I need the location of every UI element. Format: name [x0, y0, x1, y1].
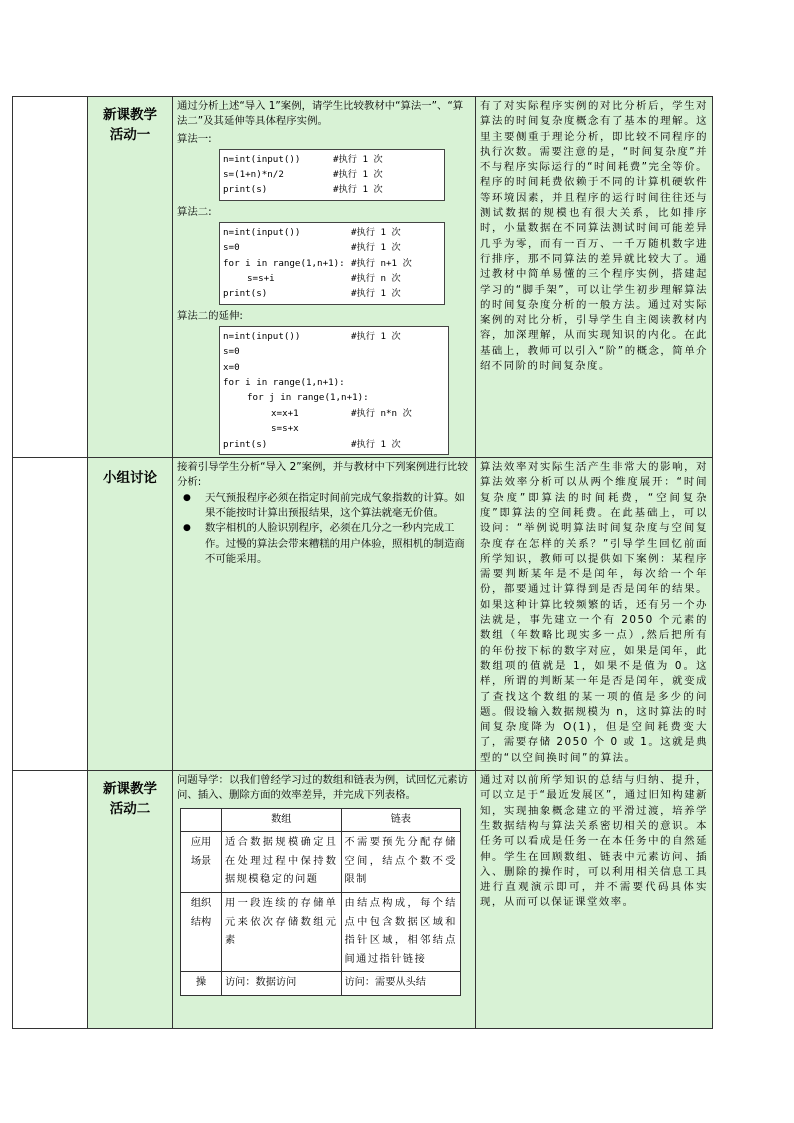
- row-title-cell: [88, 771, 173, 1029]
- row-title: [88, 97, 172, 145]
- comparison-row: [181, 972, 461, 996]
- code-comment: #执行 1 次: [351, 288, 401, 300]
- bullet-icon: ●: [183, 492, 191, 503]
- code-line: [223, 421, 445, 436]
- code-text: s=s+i: [247, 273, 275, 285]
- notes-text: 算法效率对实际生活产生非常大的影响，对算法效率分析可以从两个维度展开：“时间复杂度”即算法的时间耗费，“空间复杂度”即算法的空间耗费。在此基础上，可以设问：“举例说明算法时间复杂度与空间复杂度存在怎样的关系？”引导学生回忆前面所学知识，教师可以提供如下案例：某程序需要判断某年是不是闰年，每次给一个年份，都要通过计算得到是否是闰年的结果。如果这种计算比较频繁的话，还有另一个办法就是，事先建立一个有 2050 个元素的数组（年数略比现实多一点）,然后把所有的年份按下标的数字对应，如果是闰年，此数组项的值就是 1，如果不是值为 0。这样，所谓的判断某一年是否是闰年，就变成了查找这个数组的某一项的值是多少的问题。假设输入数据规模为 n，这时算法的时间复杂度降为 O(1)，但是空间耗费变大了，需要存储 2050 个 0 或 1。这就是典型的“以空间换时间”的算法。: [480, 461, 708, 764]
- code-text: n=int(input()): [223, 153, 301, 165]
- row-title-line: 新课教学: [103, 107, 157, 123]
- code-block: [219, 326, 449, 455]
- code-line: [223, 152, 441, 167]
- bullet-item: [173, 491, 475, 522]
- row-title-line: 活动二: [109, 801, 151, 818]
- bullet-text: 数字相机的人脸识别程序，必须在几分之一秒内完成工作。过慢的算法会带来糟糕的用户体验，照相机的制造商不可能采用。: [205, 522, 465, 565]
- notes-text: 有了对实际程序实例的对比分析后，学生对算法的时间复杂度概念有了基本的理解。这里主要侧重于理论分析，即比较不同程序的执行次数。需要注意的是，“时间复杂度”并不与程序实际运行的“时间耗费”完全等价。程序的时间耗费依赖于不同的计算机硬软件等环境因素，并且程序的运行时间往往还与测试数据的规模也有很大关系，比如排序时，小量数据在不同算法测试时间可能差异几乎为零，而有一百万、一千万随机数字进行排序，那不同算法的差异就比较大了。通过教材中简单易懂的三个程序实例，搭建起学习的“脚手架”，可以让学生初步理解算法的时间复杂度分析的一般方法。通过对实际案例的对比分析，引导学生自主阅读教材内容，加深理解，从而实现知识的内化。在此基础上，教师可以引入“阶”的概念，简单介绍不同阶的时间复杂度。: [480, 100, 708, 373]
- code-text: x=0: [223, 361, 240, 373]
- comparison-row: [181, 832, 461, 893]
- header-list: 链表: [341, 808, 461, 832]
- code-comment: #执行 n 次: [351, 273, 401, 285]
- intro-text: 通过分析上述“导入 1”案例，请学生比较教材中“算法一”、“算法二”及其延伸等具体程序实例。: [177, 100, 464, 128]
- code-comment: #执行 1 次: [333, 184, 383, 196]
- code-line: [223, 182, 441, 197]
- header-array: 数组: [222, 808, 342, 832]
- code-text: s=0: [223, 346, 240, 358]
- row-title-line: 新课教学: [103, 781, 157, 798]
- code-comment: #执行 1 次: [333, 153, 383, 165]
- notes-cell: [476, 771, 713, 1029]
- code-text: for i in range(1,n+1):: [223, 257, 345, 269]
- code-text: s=s+x: [271, 423, 299, 435]
- row-title: [88, 771, 172, 819]
- comparison-table: [180, 808, 461, 996]
- code-line: [223, 329, 445, 344]
- algorithm-label: 算法二的延伸:: [177, 309, 243, 322]
- algorithm-label: 算法二:: [177, 205, 212, 218]
- row-label: 操: [181, 972, 222, 996]
- code-block: [219, 149, 445, 201]
- intro-text: 问题导学：以我们曾经学习过的数组和链表为例，试回忆元素访问、插入、删除方面的效率差异，并完成下列表格。: [177, 774, 468, 802]
- list-cell: 不需要预先分配存储空间，结点个数不受限制: [341, 832, 461, 893]
- row-label: 应用场景: [181, 832, 222, 893]
- row-title-cell: [88, 458, 173, 771]
- code-line: [223, 256, 441, 271]
- row-title-cell: [88, 97, 173, 458]
- code-text: print(s): [223, 438, 268, 450]
- row-activity-two: [13, 771, 713, 1029]
- code-comment: #执行 1 次: [351, 242, 401, 254]
- comparison-header-row: [181, 808, 461, 832]
- bullet-text: 天气预报程序必须在指定时间前完成气象指数的计算。如果不能按时计算出预报结果，这个算法就毫无价值。: [205, 491, 465, 519]
- lesson-plan-table: [12, 96, 713, 1029]
- bullet-item: [173, 521, 475, 567]
- code-comment: #执行 n+1 次: [351, 257, 412, 269]
- intro-text: 接着引导学生分析“导入 2”案例，并与教材中下列案例进行比较分析:: [177, 461, 468, 489]
- code-line: [223, 240, 441, 255]
- array-cell: 用一段连续的存储单元来依次存储数组元素: [222, 893, 342, 972]
- code-comment: #执行 1 次: [351, 226, 401, 238]
- comparison-row: [181, 893, 461, 972]
- code-text: n=int(input()): [223, 330, 301, 342]
- code-line: [223, 167, 441, 182]
- notes-cell: [476, 97, 713, 458]
- code-comment: #执行 1 次: [351, 330, 401, 342]
- code-line: [223, 437, 445, 452]
- row-group-discussion: [13, 458, 713, 771]
- code-line: [223, 286, 441, 301]
- row-label: 组织结构: [181, 893, 222, 972]
- bullet-icon: ●: [183, 523, 191, 534]
- content-cell: [173, 771, 476, 1029]
- blank-cell: [13, 458, 88, 771]
- code-line: [223, 225, 441, 240]
- code-line: [223, 360, 445, 375]
- code-comment: #执行 1 次: [351, 438, 401, 450]
- row-title: 小组讨论: [103, 470, 157, 487]
- algorithm-list: [173, 130, 475, 456]
- array-cell: 访问：数据访问: [222, 972, 342, 996]
- code-comment: #执行 n*n 次: [351, 407, 412, 419]
- code-line: [223, 406, 445, 421]
- code-line: [223, 344, 445, 359]
- row-activity-one: [13, 97, 713, 458]
- code-text: for j in range(1,n+1):: [247, 392, 369, 404]
- code-line: [223, 390, 445, 405]
- notes-cell: [476, 458, 713, 771]
- code-comment: #执行 1 次: [333, 169, 383, 180]
- header-blank: [181, 808, 222, 832]
- code-text: s=(1+n)*n/2: [223, 169, 284, 180]
- code-text: print(s): [223, 184, 268, 196]
- array-cell: 适合数据规模确定且在处理过程中保持数据规模稳定的问题: [222, 832, 342, 893]
- blank-cell: [13, 97, 88, 458]
- code-line: [223, 271, 441, 286]
- list-cell: 由结点构成，每个结点中包含数据区域和指针区域，相邻结点间通过指针链接: [341, 893, 461, 972]
- code-text: for i in range(1,n+1):: [223, 377, 345, 389]
- algorithm-label: 算法一:: [177, 132, 212, 145]
- blank-cell: [13, 771, 88, 1029]
- row-title-line: 活动一: [109, 127, 151, 143]
- code-block: [219, 222, 445, 305]
- content-cell: [173, 458, 476, 771]
- list-cell: 访问：需要从头结: [341, 972, 461, 996]
- code-text: s=0: [223, 242, 240, 254]
- code-text: print(s): [223, 288, 268, 300]
- code-line: [223, 375, 445, 390]
- content-cell: [173, 97, 476, 458]
- code-text: n=int(input()): [223, 226, 301, 238]
- code-text: x=x+1: [271, 407, 299, 419]
- notes-text: 通过对以前所学知识的总结与归纳、提升，可以立足于“最近发展区”，通过旧知构建新知，实现抽象概念建立的平滑过渡，培养学生数据结构与算法关系密切相关的意识。本任务可以看成是任务一在本任务中的自然延伸。学生在回顾数组、链表中元素访问、插入、删除的操作时，可以利用相关信息工具进行直观演示即可，并不需要代码具体实现，从而可以保证课堂效率。: [480, 774, 708, 909]
